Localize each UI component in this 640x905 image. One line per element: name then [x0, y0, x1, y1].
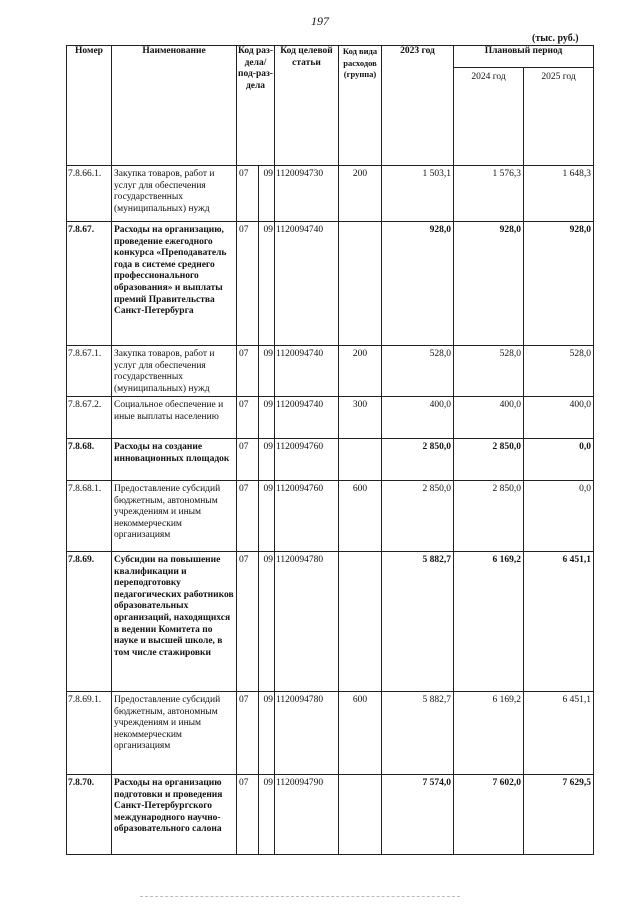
- row-amount-2023: 2 850,0: [382, 481, 454, 552]
- row-amount-2024: 2 850,0: [454, 481, 524, 552]
- row-amount-2024: 2 850,0: [454, 439, 524, 481]
- row-section-code: 07: [237, 346, 259, 397]
- row-amount-2025: 6 451,1: [524, 552, 594, 692]
- row-amount-2024: 1 576,3: [454, 166, 524, 222]
- row-name: Закупка товаров, работ и услуг для обеспечения государственных (муниципальных) нужд: [112, 346, 237, 397]
- row-amount-2023: 5 882,7: [382, 552, 454, 692]
- row-expense-code: 600: [339, 481, 382, 552]
- row-target-code: 1120094760: [275, 481, 339, 552]
- row-subsection-code: 09: [259, 222, 275, 346]
- header-section-code: Код раз-дела/ под-раз-дела: [237, 46, 275, 166]
- table-row: [67, 775, 594, 855]
- row-amount-2024: 6 169,2: [454, 552, 524, 692]
- table-row: [67, 166, 594, 222]
- row-amount-2025: 528,0: [524, 346, 594, 397]
- row-section-code: 07: [237, 692, 259, 775]
- row-amount-2023: 7 574,0: [382, 775, 454, 855]
- row-name: Расходы на создание инновационных площадок: [112, 439, 237, 481]
- row-amount-2024: 528,0: [454, 346, 524, 397]
- row-expense-code: 200: [339, 346, 382, 397]
- row-section-code: 07: [237, 481, 259, 552]
- row-name: Расходы на организацию, проведение ежегодного конкурса «Преподаватель года в системе среднего профессионального образования» и выплаты премий Правительства Санкт-Петербурга: [112, 222, 237, 346]
- row-amount-2023: 2 850,0: [382, 439, 454, 481]
- row-amount-2023: 928,0: [382, 222, 454, 346]
- row-amount-2025: 0,0: [524, 481, 594, 552]
- row-name: Закупка товаров, работ и услуг для обеспечения государственных (муниципальных) нужд: [112, 166, 237, 222]
- table-row: [67, 692, 594, 775]
- row-target-code: 1120094790: [275, 775, 339, 855]
- header-expense-code: Код вида расходов (группа): [339, 46, 382, 166]
- row-amount-2023: 400,0: [382, 397, 454, 439]
- header-planned-period: Плановый период: [454, 46, 594, 68]
- row-subsection-code: 09: [259, 439, 275, 481]
- page-number: 197: [311, 14, 329, 28]
- row-target-code: 1120094780: [275, 552, 339, 692]
- row-expense-code: 200: [339, 166, 382, 222]
- row-amount-2024: 7 602,0: [454, 775, 524, 855]
- row-amount-2024: 6 169,2: [454, 692, 524, 775]
- header-year-2025: 2025 год: [524, 68, 594, 166]
- row-section-code: 07: [237, 222, 259, 346]
- row-expense-code: 600: [339, 692, 382, 775]
- row-subsection-code: 09: [259, 346, 275, 397]
- row-target-code: 1120094740: [275, 222, 339, 346]
- row-number: 7.8.67.2.: [67, 397, 112, 439]
- header-name: Наименование: [112, 46, 237, 166]
- row-target-code: 1120094740: [275, 346, 339, 397]
- row-amount-2025: 7 629,5: [524, 775, 594, 855]
- row-number: 7.8.66.1.: [67, 166, 112, 222]
- header-year-2023: 2023 год: [382, 46, 454, 166]
- row-amount-2023: 5 882,7: [382, 692, 454, 775]
- row-amount-2025: 6 451,1: [524, 692, 594, 775]
- table-body: [67, 166, 594, 855]
- row-section-code: 07: [237, 552, 259, 692]
- row-section-code: 07: [237, 166, 259, 222]
- row-section-code: 07: [237, 397, 259, 439]
- table-row: [67, 222, 594, 346]
- row-amount-2024: 400,0: [454, 397, 524, 439]
- units-label: (тыс. руб.): [532, 33, 579, 44]
- header-number: Номер: [67, 46, 112, 166]
- row-name: Социальное обеспечение и иные выплаты населению: [112, 397, 237, 439]
- table-row: [67, 481, 594, 552]
- table-row: [67, 346, 594, 397]
- row-number: 7.8.67.1.: [67, 346, 112, 397]
- row-number: 7.8.70.: [67, 775, 112, 855]
- row-subsection-code: 09: [259, 166, 275, 222]
- row-subsection-code: 09: [259, 775, 275, 855]
- row-name: Предоставление субсидий бюджетным, автономным учреждениям и иным некоммерческим организациям: [112, 692, 237, 775]
- row-target-code: 1120094760: [275, 439, 339, 481]
- row-subsection-code: 09: [259, 552, 275, 692]
- row-name: Предоставление субсидий бюджетным, автономным учреждениям и иным некоммерческим организациям: [112, 481, 237, 552]
- row-subsection-code: 09: [259, 692, 275, 775]
- row-number: 7.8.68.1.: [67, 481, 112, 552]
- row-expense-code: [339, 222, 382, 346]
- row-amount-2025: 1 648,3: [524, 166, 594, 222]
- row-amount-2023: 528,0: [382, 346, 454, 397]
- header-target-code: Код целевой статьи: [275, 46, 339, 166]
- row-amount-2025: 400,0: [524, 397, 594, 439]
- table-row: [67, 552, 594, 692]
- page-footer-rule: [140, 896, 460, 898]
- row-amount-2024: 928,0: [454, 222, 524, 346]
- row-subsection-code: 09: [259, 397, 275, 439]
- row-expense-code: [339, 552, 382, 692]
- header-year-2024: 2024 год: [454, 68, 524, 166]
- row-expense-code: [339, 439, 382, 481]
- row-expense-code: [339, 775, 382, 855]
- row-name: Расходы на организацию подготовки и проведения Санкт-Петербургского международного научно-образовательного салона: [112, 775, 237, 855]
- row-number: 7.8.69.: [67, 552, 112, 692]
- row-section-code: 07: [237, 439, 259, 481]
- row-amount-2025: 0,0: [524, 439, 594, 481]
- row-section-code: 07: [237, 775, 259, 855]
- table-row: [67, 439, 594, 481]
- row-name: Субсидии на повышение квалификации и переподготовку педагогических работников образовательных организаций, находящихся в ведении Комитета по науке и высшей школе, в том числе стажировки: [112, 552, 237, 692]
- row-target-code: 1120094730: [275, 166, 339, 222]
- row-number: 7.8.69.1.: [67, 692, 112, 775]
- row-target-code: 1120094740: [275, 397, 339, 439]
- row-expense-code: 300: [339, 397, 382, 439]
- row-target-code: 1120094780: [275, 692, 339, 775]
- table-row: [67, 397, 594, 439]
- row-amount-2023: 1 503,1: [382, 166, 454, 222]
- row-number: 7.8.68.: [67, 439, 112, 481]
- row-subsection-code: 09: [259, 481, 275, 552]
- row-number: 7.8.67.: [67, 222, 112, 346]
- row-amount-2025: 928,0: [524, 222, 594, 346]
- budget-table: [66, 45, 594, 855]
